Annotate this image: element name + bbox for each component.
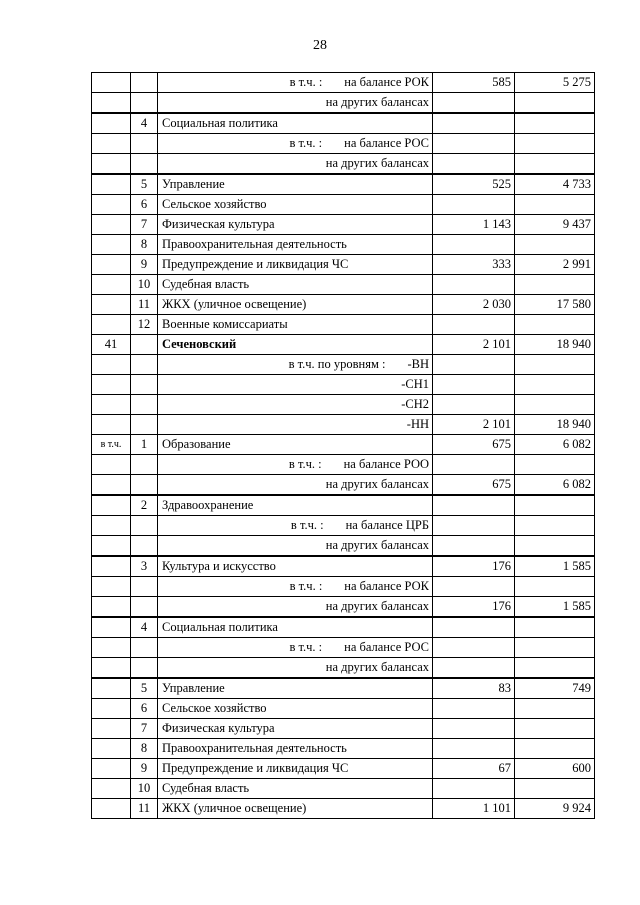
row-number-cell xyxy=(92,556,131,577)
page-number: 28 xyxy=(313,38,327,53)
item-number-cell: 8 xyxy=(131,235,158,255)
row-label-cell: Судебная власть xyxy=(158,275,433,295)
table-body xyxy=(92,73,595,819)
row-label-cell: Здравоохранение xyxy=(158,495,433,516)
value-cell-1: 176 xyxy=(433,597,515,618)
row-label-cell: на других балансах xyxy=(158,154,433,175)
value-cell-2: 6 082 xyxy=(515,435,595,455)
row-label-cell: на других балансах xyxy=(158,93,433,114)
row-label-prefix: в т.ч. : xyxy=(290,518,324,532)
table-row xyxy=(92,536,595,557)
row-label-cell: на других балансах xyxy=(158,597,433,618)
value-cell-2 xyxy=(515,699,595,719)
row-label-cell: -СН1 xyxy=(158,375,433,395)
value-cell-1 xyxy=(433,739,515,759)
value-cell-2 xyxy=(515,536,595,557)
value-cell-2 xyxy=(515,275,595,295)
item-number-cell: 6 xyxy=(131,699,158,719)
item-number-cell xyxy=(131,455,158,475)
row-number-cell xyxy=(92,235,131,255)
item-number-cell: 3 xyxy=(131,556,158,577)
row-label-cell xyxy=(158,73,433,93)
table-row xyxy=(92,719,595,739)
value-cell-2: 749 xyxy=(515,678,595,699)
row-label-cell xyxy=(158,455,433,475)
row-label-cell: Военные комиссариаты xyxy=(158,315,433,335)
table-row xyxy=(92,658,595,679)
table-row xyxy=(92,335,595,355)
row-number-cell xyxy=(92,719,131,739)
value-cell-1 xyxy=(433,699,515,719)
item-number-cell xyxy=(131,134,158,154)
table-row xyxy=(92,295,595,315)
value-cell-2 xyxy=(515,638,595,658)
table-row xyxy=(92,395,595,415)
row-number-cell xyxy=(92,174,131,195)
value-cell-2 xyxy=(515,577,595,597)
table-row xyxy=(92,415,595,435)
row-label-prefix: в т.ч. : xyxy=(289,136,323,150)
row-label-cell: Образование xyxy=(158,435,433,455)
table-row xyxy=(92,556,595,577)
item-number-cell: 4 xyxy=(131,113,158,134)
table-row xyxy=(92,475,595,496)
table-row xyxy=(92,638,595,658)
value-cell-1: 1 143 xyxy=(433,215,515,235)
item-number-cell: 9 xyxy=(131,255,158,275)
value-cell-1 xyxy=(433,495,515,516)
row-label-cell: Управление xyxy=(158,174,433,195)
table-row xyxy=(92,597,595,618)
item-number-cell: 7 xyxy=(131,719,158,739)
value-cell-1: 2 101 xyxy=(433,335,515,355)
value-cell-2 xyxy=(515,134,595,154)
value-cell-2 xyxy=(515,495,595,516)
row-number-cell xyxy=(92,375,131,395)
row-label-cell xyxy=(158,577,433,597)
table-row xyxy=(92,779,595,799)
row-label-cell: Сельское хозяйство xyxy=(158,699,433,719)
row-number-cell xyxy=(92,739,131,759)
row-label-cell xyxy=(158,355,433,375)
table-row xyxy=(92,154,595,175)
item-number-cell xyxy=(131,355,158,375)
row-number-cell xyxy=(92,779,131,799)
row-label-suffix: на балансе РОС xyxy=(344,640,429,654)
table-row xyxy=(92,375,595,395)
row-label-prefix: в т.ч. : xyxy=(289,640,323,654)
item-number-cell xyxy=(131,154,158,175)
item-number-cell xyxy=(131,375,158,395)
item-number-cell: 11 xyxy=(131,799,158,819)
item-number-cell: 2 xyxy=(131,495,158,516)
row-label-cell: Культура и искусство xyxy=(158,556,433,577)
item-number-cell xyxy=(131,597,158,618)
value-cell-1: 675 xyxy=(433,435,515,455)
row-label-cell: Социальная политика xyxy=(158,617,433,638)
item-number-cell xyxy=(131,658,158,679)
table-row xyxy=(92,617,595,638)
item-number-cell: 12 xyxy=(131,315,158,335)
value-cell-2 xyxy=(515,113,595,134)
row-label-cell: Правоохранительная деятельность xyxy=(158,235,433,255)
row-label-cell: -СН2 xyxy=(158,395,433,415)
item-number-cell: 8 xyxy=(131,739,158,759)
row-label-cell: Предупреждение и ликвидация ЧС xyxy=(158,255,433,275)
row-number-cell: в т.ч. xyxy=(92,435,131,455)
value-cell-2: 600 xyxy=(515,759,595,779)
row-label-cell: Управление xyxy=(158,678,433,699)
value-cell-2: 18 940 xyxy=(515,415,595,435)
value-cell-1: 2 101 xyxy=(433,415,515,435)
row-label-cell: Судебная власть xyxy=(158,779,433,799)
value-cell-2 xyxy=(515,719,595,739)
item-number-cell xyxy=(131,536,158,557)
table-row xyxy=(92,495,595,516)
row-label-cell: Предупреждение и ликвидация ЧС xyxy=(158,759,433,779)
table-row xyxy=(92,577,595,597)
value-cell-2: 17 580 xyxy=(515,295,595,315)
value-cell-2 xyxy=(515,617,595,638)
value-cell-1: 585 xyxy=(433,73,515,93)
table-row xyxy=(92,134,595,154)
row-label-prefix: в т.ч. : xyxy=(289,75,323,89)
value-cell-1: 176 xyxy=(433,556,515,577)
table-row xyxy=(92,235,595,255)
value-cell-2: 1 585 xyxy=(515,556,595,577)
value-cell-1 xyxy=(433,235,515,255)
row-label-cell xyxy=(158,516,433,536)
table-row xyxy=(92,759,595,779)
value-cell-2 xyxy=(515,154,595,175)
row-number-cell xyxy=(92,577,131,597)
item-number-cell xyxy=(131,93,158,114)
row-number-cell xyxy=(92,658,131,679)
row-number-cell xyxy=(92,638,131,658)
value-cell-2 xyxy=(515,195,595,215)
row-number-cell xyxy=(92,699,131,719)
value-cell-1: 1 101 xyxy=(433,799,515,819)
table-row xyxy=(92,195,595,215)
value-cell-1 xyxy=(433,638,515,658)
item-number-cell: 4 xyxy=(131,617,158,638)
row-label-cell: Социальная политика xyxy=(158,113,433,134)
table-row xyxy=(92,355,595,375)
value-cell-2 xyxy=(515,395,595,415)
value-cell-1 xyxy=(433,455,515,475)
value-cell-2: 1 585 xyxy=(515,597,595,618)
row-number-cell xyxy=(92,597,131,618)
row-number-cell xyxy=(92,113,131,134)
row-number-cell xyxy=(92,93,131,114)
item-number-cell xyxy=(131,475,158,496)
value-cell-1 xyxy=(433,779,515,799)
item-number-cell xyxy=(131,335,158,355)
value-cell-1: 83 xyxy=(433,678,515,699)
row-label-cell: ЖКХ (уличное освещение) xyxy=(158,799,433,819)
value-cell-1 xyxy=(433,536,515,557)
row-label-cell xyxy=(158,638,433,658)
row-number-cell xyxy=(92,415,131,435)
row-label-cell: Физическая культура xyxy=(158,215,433,235)
row-label-prefix: в т.ч. : xyxy=(288,457,322,471)
table-row xyxy=(92,315,595,335)
value-cell-1 xyxy=(433,195,515,215)
row-number-cell xyxy=(92,516,131,536)
value-cell-1: 67 xyxy=(433,759,515,779)
row-number-cell xyxy=(92,215,131,235)
item-number-cell xyxy=(131,577,158,597)
row-number-cell xyxy=(92,295,131,315)
item-number-cell xyxy=(131,516,158,536)
table-row xyxy=(92,255,595,275)
value-cell-2: 18 940 xyxy=(515,335,595,355)
table-row xyxy=(92,516,595,536)
row-number-cell xyxy=(92,395,131,415)
table-row xyxy=(92,113,595,134)
value-cell-2 xyxy=(515,355,595,375)
row-number-cell xyxy=(92,195,131,215)
row-number-cell xyxy=(92,678,131,699)
value-cell-1 xyxy=(433,134,515,154)
item-number-cell: 7 xyxy=(131,215,158,235)
value-cell-2 xyxy=(515,739,595,759)
row-number-cell xyxy=(92,154,131,175)
row-label-prefix: в т.ч. : xyxy=(289,579,323,593)
table-row xyxy=(92,215,595,235)
row-number-cell xyxy=(92,255,131,275)
value-cell-1 xyxy=(433,719,515,739)
row-label-cell xyxy=(158,134,433,154)
row-number-cell xyxy=(92,134,131,154)
value-cell-2 xyxy=(515,315,595,335)
item-number-cell: 10 xyxy=(131,275,158,295)
row-label-suffix: на балансе РОК xyxy=(344,75,429,89)
value-cell-2: 6 082 xyxy=(515,475,595,496)
item-number-cell: 5 xyxy=(131,174,158,195)
row-number-cell xyxy=(92,455,131,475)
row-label-cell: на других балансах xyxy=(158,536,433,557)
value-cell-1: 333 xyxy=(433,255,515,275)
value-cell-2: 2 991 xyxy=(515,255,595,275)
row-label-cell: на других балансах xyxy=(158,658,433,679)
value-cell-1: 675 xyxy=(433,475,515,496)
row-label-cell: ЖКХ (уличное освещение) xyxy=(158,295,433,315)
value-cell-1: 2 030 xyxy=(433,295,515,315)
row-label-cell: Сеченовский xyxy=(158,335,433,355)
value-cell-1 xyxy=(433,355,515,375)
value-cell-2: 5 275 xyxy=(515,73,595,93)
item-number-cell xyxy=(131,395,158,415)
value-cell-2 xyxy=(515,658,595,679)
table-row xyxy=(92,739,595,759)
value-cell-2 xyxy=(515,779,595,799)
table-row xyxy=(92,435,595,455)
table-row xyxy=(92,174,595,195)
value-cell-1 xyxy=(433,375,515,395)
row-number-cell xyxy=(92,617,131,638)
item-number-cell: 5 xyxy=(131,678,158,699)
item-number-cell: 6 xyxy=(131,195,158,215)
value-cell-2 xyxy=(515,235,595,255)
value-cell-2 xyxy=(515,516,595,536)
value-cell-1 xyxy=(433,617,515,638)
row-label-suffix: -ВН xyxy=(407,357,429,371)
row-label-suffix: на балансе ЦРБ xyxy=(345,518,429,532)
item-number-cell xyxy=(131,415,158,435)
table-row xyxy=(92,73,595,93)
row-number-cell: 41 xyxy=(92,335,131,355)
row-number-cell xyxy=(92,495,131,516)
item-number-cell: 10 xyxy=(131,779,158,799)
row-number-cell xyxy=(92,73,131,93)
item-number-cell: 9 xyxy=(131,759,158,779)
value-cell-1 xyxy=(433,395,515,415)
row-label-cell: Физическая культура xyxy=(158,719,433,739)
value-cell-2 xyxy=(515,93,595,114)
value-cell-2: 4 733 xyxy=(515,174,595,195)
table-row xyxy=(92,678,595,699)
row-number-cell xyxy=(92,536,131,557)
table-row xyxy=(92,699,595,719)
value-cell-2 xyxy=(515,455,595,475)
row-number-cell xyxy=(92,315,131,335)
value-cell-1: 525 xyxy=(433,174,515,195)
item-number-cell: 11 xyxy=(131,295,158,315)
value-cell-1 xyxy=(433,275,515,295)
table-row xyxy=(92,275,595,295)
row-number-cell xyxy=(92,759,131,779)
row-label-suffix: на балансе РОК xyxy=(344,579,429,593)
row-label-cell: Правоохранительная деятельность xyxy=(158,739,433,759)
value-cell-1 xyxy=(433,658,515,679)
value-cell-1 xyxy=(433,154,515,175)
value-cell-2 xyxy=(515,375,595,395)
budget-table xyxy=(91,72,595,819)
row-label-suffix: на балансе РОС xyxy=(344,136,429,150)
row-number-cell xyxy=(92,475,131,496)
value-cell-1 xyxy=(433,93,515,114)
value-cell-1 xyxy=(433,577,515,597)
row-label-cell: Сельское хозяйство xyxy=(158,195,433,215)
row-label-suffix: на балансе РОО xyxy=(343,457,429,471)
row-number-cell xyxy=(92,799,131,819)
value-cell-1 xyxy=(433,113,515,134)
table-row xyxy=(92,93,595,114)
row-number-cell xyxy=(92,275,131,295)
value-cell-1 xyxy=(433,516,515,536)
row-label-cell: -НН xyxy=(158,415,433,435)
value-cell-1 xyxy=(433,315,515,335)
item-number-cell xyxy=(131,638,158,658)
value-cell-2: 9 437 xyxy=(515,215,595,235)
row-label-prefix: в т.ч. по уровням : xyxy=(288,357,386,371)
item-number-cell: 1 xyxy=(131,435,158,455)
row-number-cell xyxy=(92,355,131,375)
row-label-cell: на других балансах xyxy=(158,475,433,496)
table-row xyxy=(92,455,595,475)
table-row xyxy=(92,799,595,819)
item-number-cell xyxy=(131,73,158,93)
value-cell-2: 9 924 xyxy=(515,799,595,819)
